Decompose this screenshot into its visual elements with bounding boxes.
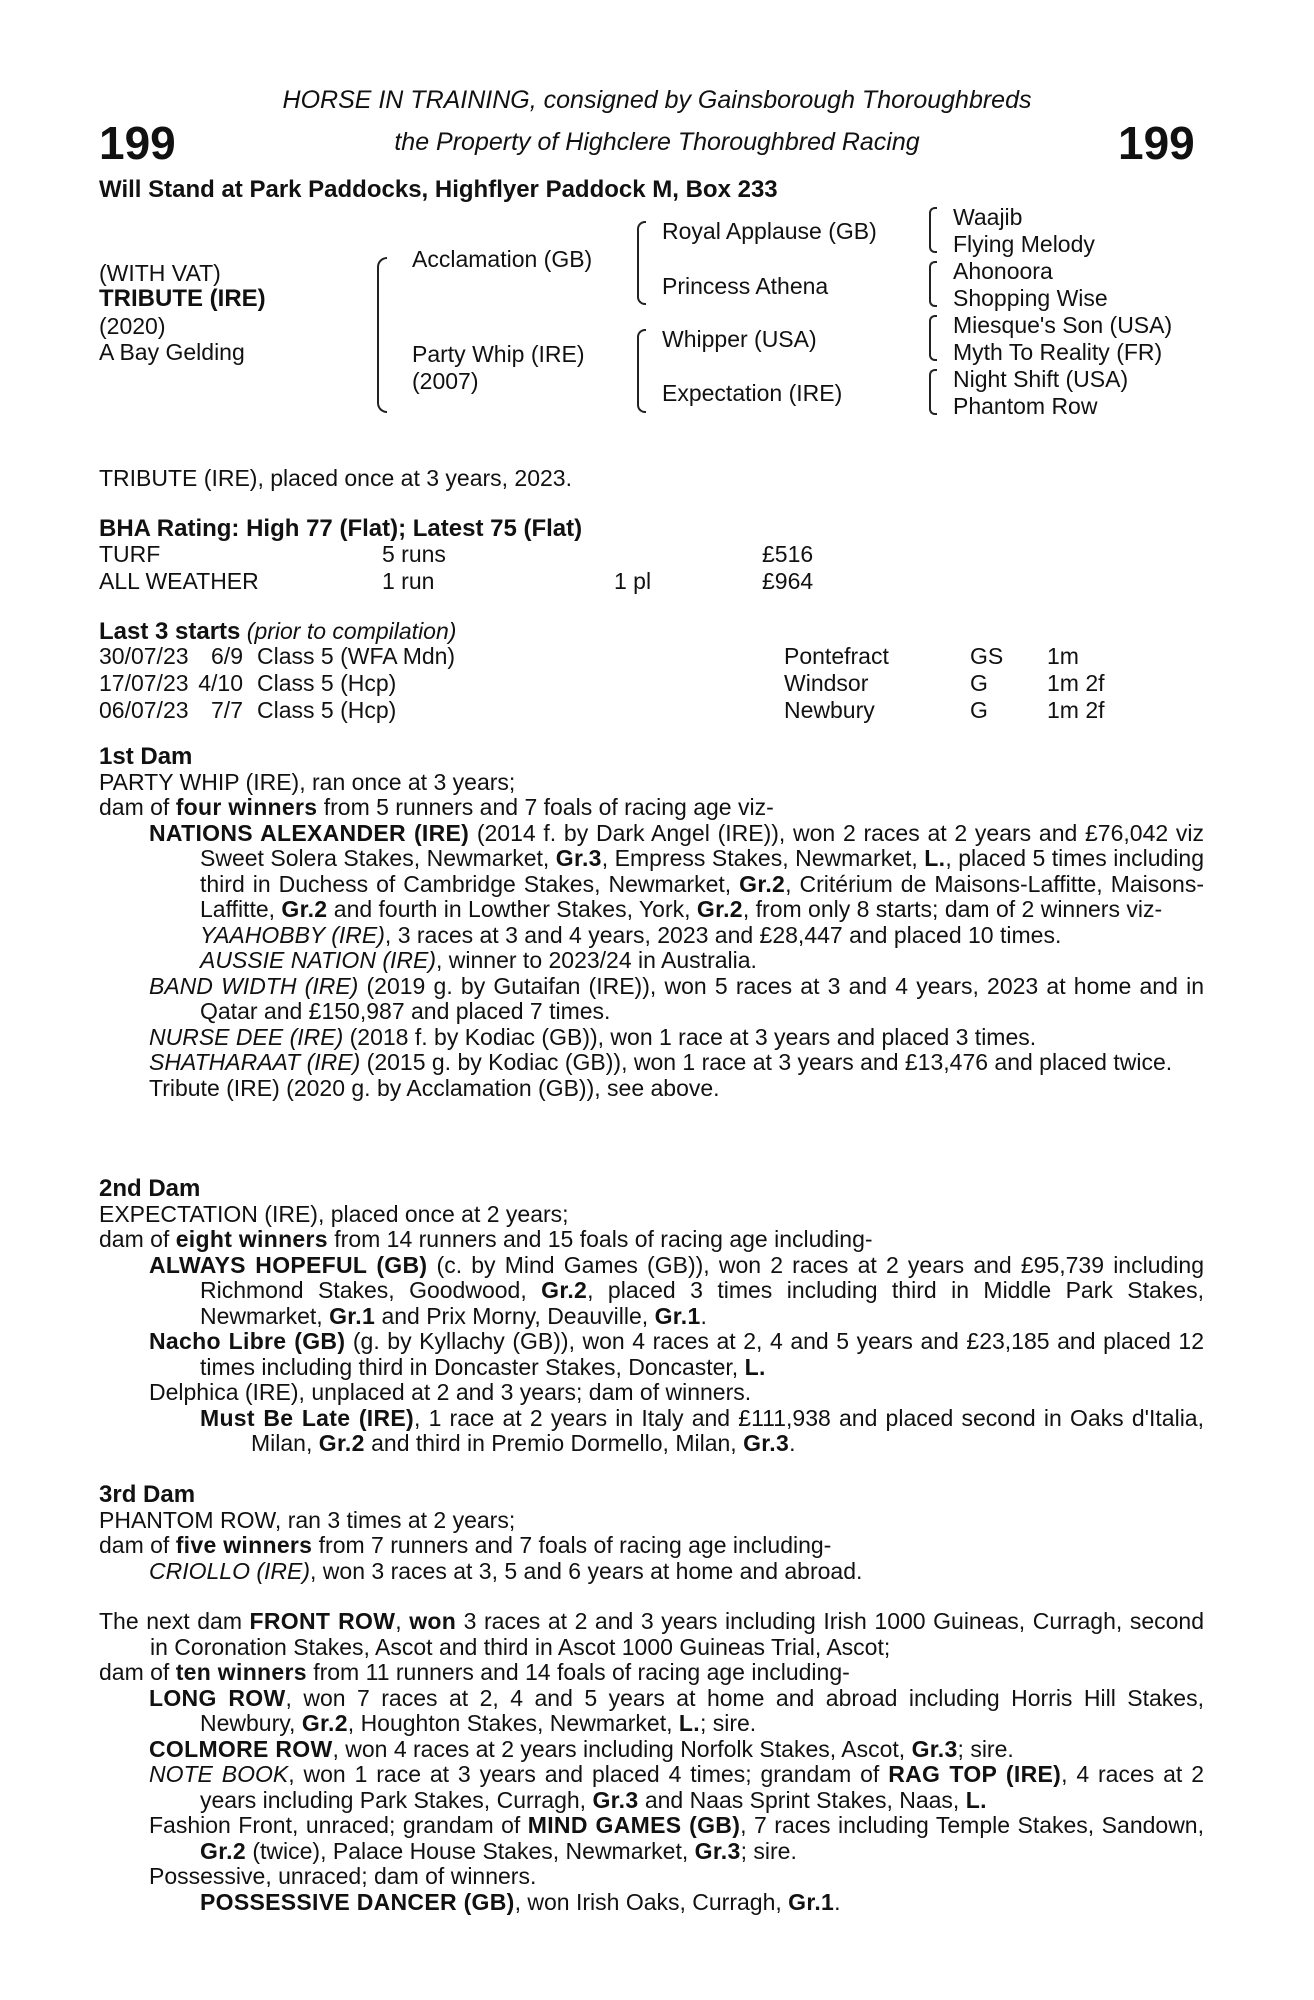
- produce-nurse-dee: NURSE DEE (IRE) (2018 f. by Kodiac (GB)), won 1 race at 3 years and placed 3 times.: [149, 1023, 1037, 1050]
- grand-ancestor: Miesque's Son (USA): [953, 312, 1173, 338]
- sire-dam: Princess Athena: [662, 273, 829, 299]
- produce-yaahobby: YAAHOBBY (IRE), 3 races at 3 and 4 years, 2023 and £28,447 and placed 10 times.: [200, 921, 1062, 948]
- vat-note: (WITH VAT): [99, 260, 221, 286]
- third-dam-produce-line: dam of five winners from 7 runners and 7 foals of racing age including-: [99, 1532, 832, 1558]
- produce-must-be-late: Must Be Late (IRE), 1 race at 2 years in Italy and £111,938 and placed second in Oaks d'Italia, Milan, Gr.2 and third in Premio Dormello, Milan, Gr.3.: [200, 1404, 1204, 1456]
- horse-year: (2020): [99, 313, 166, 339]
- produce-nations-alexander: NATIONS ALEXANDER (IRE) (2014 f. by Dark Angel (IRE)), won 2 races at 2 years and £76,042 viz Sweet Solera Stakes, Newmarket, Gr.3, Empress Stakes, Newmarket, L., placed 5 times including third in Duchess of Cambridge Stakes, Newmarket, Gr.2, Critérium de Maisons-Laffitte, Maisons-Laffitte, Gr.2 and fourth in Lowther Stakes, York, Gr.2, from only 8 starts; dam of 2 winners viz-: [149, 819, 1205, 922]
- racing-summary: TRIBUTE (IRE), placed once at 3 years, 2023.: [99, 465, 572, 491]
- record-row: [99, 541, 813, 568]
- grand-ancestor: Myth To Reality (FR): [953, 339, 1163, 365]
- produce-delphica: Delphica (IRE), unplaced at 2 and 3 years; dam of winners.: [149, 1379, 752, 1405]
- start-row: [99, 670, 1105, 697]
- runs: 1 run: [382, 568, 435, 594]
- start-going: GS: [970, 643, 1004, 669]
- start-row: [99, 697, 1105, 724]
- produce-shatharaat: SHATHARAAT (IRE) (2015 g. by Kodiac (GB)), won 1 race at 3 years and £13,476 and placed twice.: [149, 1049, 1173, 1075]
- start-going: G: [970, 697, 988, 723]
- pedigree-brace-g4: [929, 369, 937, 415]
- next-dam-line: The next dam FRONT ROW, won 3 races at 2 and 3 years including Irish 1000 Guineas, Curragh, second in Coronation Stakes, Ascot and third in Ascot 1000 Guineas Trial, Ascot;: [99, 1608, 1204, 1660]
- second-dam-produce-line: dam of eight winners from 14 runners and 15 foals of racing age including-: [99, 1226, 873, 1252]
- first-dam-line: PARTY WHIP (IRE), ran once at 3 years;: [99, 768, 516, 795]
- first-dam-section: [99, 744, 1204, 1101]
- earnings: £516: [762, 541, 814, 567]
- pedigree-brace-main: [377, 257, 387, 413]
- earnings: £964: [762, 568, 814, 594]
- produce-tribute: Tribute (IRE) (2020 g. by Acclamation (GB)), see above.: [149, 1074, 720, 1101]
- horse-description: A Bay Gelding: [99, 339, 245, 365]
- pedigree-brace-g3: [929, 315, 937, 361]
- produce-criollo: CRIOLLO (IRE), won 3 races at 3, 5 and 6 years at home and abroad.: [149, 1557, 863, 1584]
- surface: ALL WEATHER: [99, 568, 259, 594]
- produce-fashion-front: Fashion Front, unraced; grandam of MIND GAMES (GB), 7 races including Temple Stakes, Sandown, Gr.2 (twice), Palace House Stakes, Newmarket, Gr.3; sire.: [149, 1812, 1204, 1864]
- start-race: Class 5 (Hcp): [257, 670, 397, 696]
- start-date: 17/07/23: [99, 670, 189, 696]
- start-date: 06/07/23: [99, 697, 189, 723]
- start-position: 7/7: [211, 697, 243, 723]
- last-starts-table: [99, 643, 1105, 724]
- grand-ancestor: Night Shift (USA): [953, 366, 1129, 392]
- bha-rating: BHA Rating: High 77 (Flat); Latest 75 (Flat): [99, 515, 583, 542]
- pedigree-brace-g2: [929, 261, 937, 307]
- dam-year: (2007): [412, 368, 479, 394]
- next-dam-produce-line: dam of ten winners from 11 runners and 14 foals of racing age including-: [99, 1659, 850, 1685]
- sire-sire: Royal Applause (GB): [662, 218, 877, 244]
- next-dam-section: [99, 1609, 1204, 1915]
- produce-possessive-dancer: POSSESSIVE DANCER (GB), won Irish Oaks, Curragh, Gr.1.: [200, 1888, 841, 1915]
- grand-ancestor: Ahonoora: [953, 258, 1053, 284]
- produce-band-width: BAND WIDTH (IRE) (2019 g. by Gutaifan (IRE)), won 5 races at 3 and 4 years, 2023 at home and in Qatar and £150,987 and placed 7 times.: [149, 972, 1204, 1024]
- runs: 5 runs: [382, 541, 446, 567]
- start-course: Newbury: [784, 697, 875, 723]
- start-distance: 1m: [1047, 643, 1079, 669]
- placed: 1 pl: [614, 568, 652, 594]
- second-dam-section: [99, 1176, 1204, 1457]
- consignor-line: HORSE IN TRAINING, consigned by Gainsborough Thoroughbreds: [282, 86, 1032, 114]
- second-dam-line: EXPECTATION (IRE), placed once at 2 years;: [99, 1200, 569, 1227]
- dam-sire: Whipper (USA): [662, 326, 817, 352]
- pedigree-brace-g1: [929, 207, 937, 253]
- produce-possessive: Possessive, unraced; dam of winners.: [149, 1863, 537, 1889]
- start-distance: 1m 2f: [1047, 697, 1105, 723]
- record-row: [99, 568, 813, 595]
- record-table: [99, 541, 813, 595]
- start-distance: 1m 2f: [1047, 670, 1105, 696]
- last-starts-title: Last 3 starts: [99, 618, 241, 645]
- start-race: Class 5 (WFA Mdn): [257, 643, 456, 669]
- first-dam-produce-line: dam of four winners from 5 runners and 7 foals of racing age viz-: [99, 794, 774, 820]
- grand-ancestor: Phantom Row: [953, 393, 1098, 419]
- second-dam-title: 2nd Dam: [99, 1175, 201, 1202]
- lot-number-left: 199: [99, 117, 176, 169]
- dam-dam: Expectation (IRE): [662, 380, 843, 406]
- produce-colmore-row: COLMORE ROW, won 4 races at 2 years including Norfolk Stakes, Ascot, Gr.3; sire.: [149, 1735, 1014, 1762]
- produce-nacho-libre: Nacho Libre (GB) (g. by Kyllachy (GB)), won 4 races at 2, 4 and 5 years and £23,185 and placed 12 times including third in Doncaster Stakes, Doncaster, L.: [149, 1328, 1205, 1380]
- start-position: 6/9: [211, 643, 243, 669]
- produce-note-book: NOTE BOOK, won 1 race at 3 years and placed 4 times; grandam of RAG TOP (IRE), 4 races at 2 years including Park Stakes, Curragh, Gr.3 and Naas Sprint Stakes, Naas, L.: [149, 1761, 1204, 1813]
- third-dam-title: 3rd Dam: [99, 1481, 196, 1508]
- lot-number-right: 199: [1118, 117, 1195, 169]
- start-course: Windsor: [784, 670, 869, 696]
- sire-name: Acclamation (GB): [412, 246, 593, 272]
- produce-always-hopeful: ALWAYS HOPEFUL (GB) (c. by Mind Games (GB)), won 2 races at 2 years and £95,739 including Richmond Stakes, Goodwood, Gr.2, placed 3 times including third in Middle Park Stakes, Newmarket, Gr.1 and Prix Morny, Deauville, Gr.1.: [149, 1251, 1204, 1329]
- pedigree-brace-dam: [637, 329, 646, 413]
- property-line: the Property of Highclere Thoroughbred Racing: [394, 128, 920, 156]
- produce-aussie-nation: AUSSIE NATION (IRE), winner to 2023/24 in Australia.: [200, 947, 757, 973]
- start-date: 30/07/23: [99, 643, 189, 669]
- start-row: [99, 643, 1105, 670]
- third-dam-section: [99, 1482, 1204, 1584]
- pedigree-brace-sire: [637, 221, 646, 305]
- placed: [614, 541, 762, 568]
- stand-location: Will Stand at Park Paddocks, Highflyer Paddock M, Box 233: [99, 176, 778, 203]
- surface: TURF: [99, 541, 161, 567]
- grand-ancestor: Waajib: [953, 204, 1023, 230]
- last-starts-heading: [99, 618, 456, 646]
- grand-ancestor: Flying Melody: [953, 231, 1095, 257]
- produce-long-row: LONG ROW, won 7 races at 2, 4 and 5 years at home and abroad including Horris Hill Stakes, Newbury, Gr.2, Houghton Stakes, Newmarket, L.; sire.: [149, 1684, 1204, 1736]
- start-position: 4/10: [198, 670, 243, 696]
- last-starts-note: (prior to compilation): [246, 618, 457, 644]
- third-dam-line: PHANTOM ROW, ran 3 times at 2 years;: [99, 1506, 516, 1533]
- start-going: G: [970, 670, 988, 696]
- grand-ancestor: Shopping Wise: [953, 285, 1108, 311]
- start-course: Pontefract: [784, 643, 889, 669]
- horse-name: TRIBUTE (IRE): [99, 285, 266, 312]
- first-dam-title: 1st Dam: [99, 743, 193, 770]
- start-race: Class 5 (Hcp): [257, 697, 397, 723]
- dam-name: Party Whip (IRE): [412, 341, 585, 367]
